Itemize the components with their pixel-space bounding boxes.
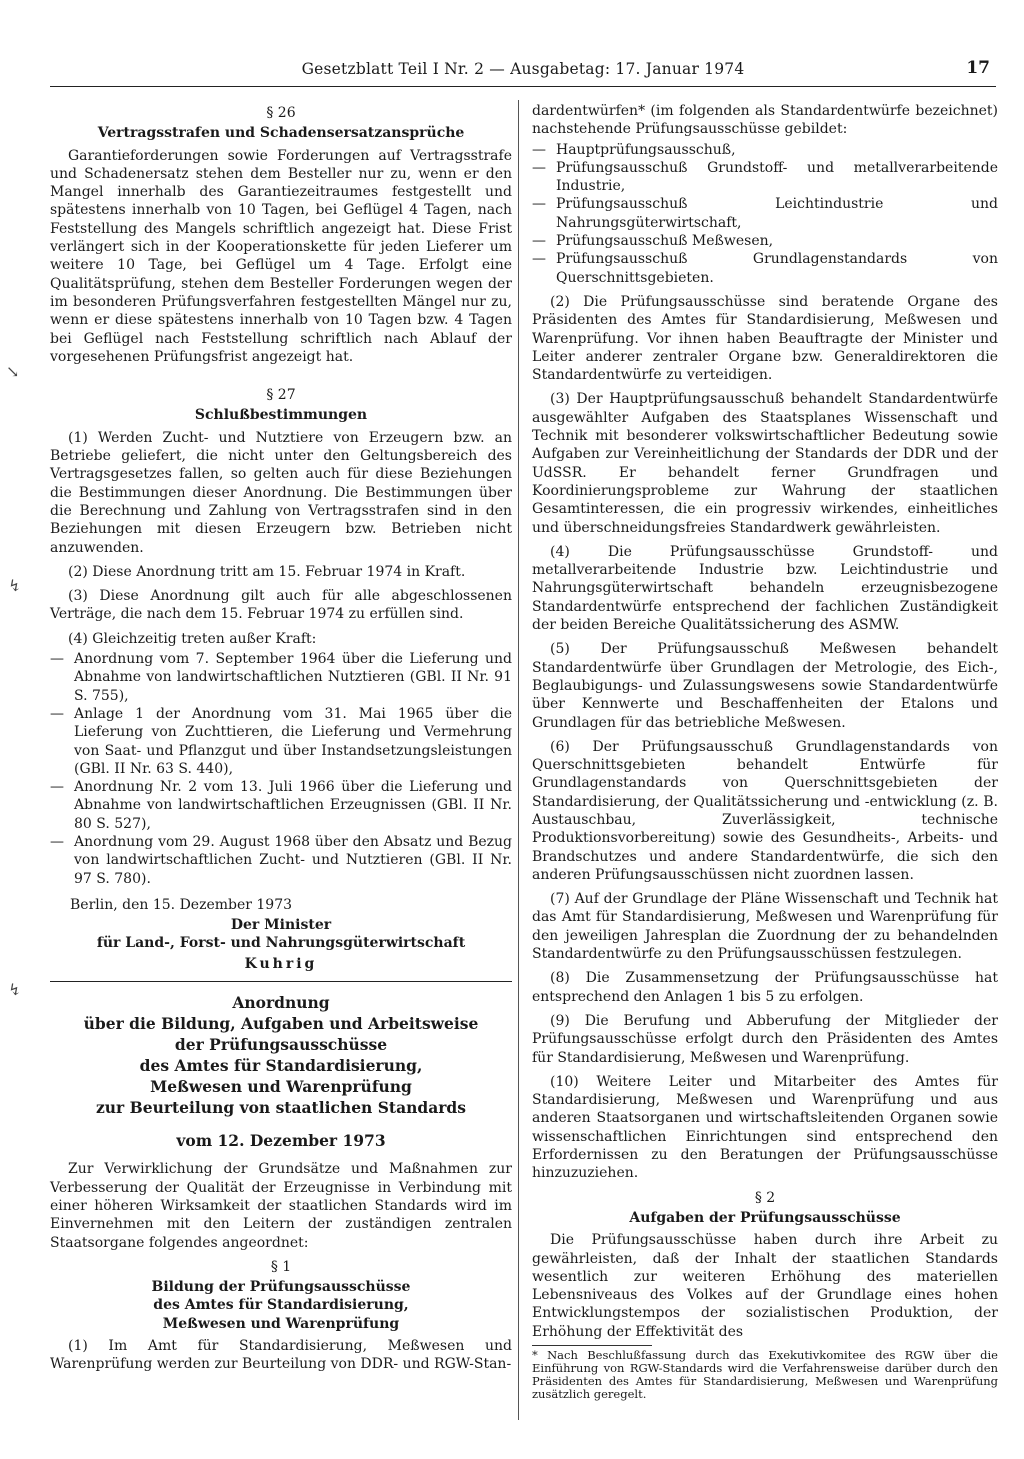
section-1-heading-3: Meßwesen und Warenprüfung bbox=[162, 1315, 400, 1332]
section-26-heading: Vertragsstrafen und Schadensersatzansprüche bbox=[97, 125, 465, 142]
section-27-paragraph-3: (3) Diese Anordnung gilt auch für alle abgeschlossenen Verträge, die nach dem 15. Februar 1974 zu erfüllen sind. bbox=[50, 588, 512, 623]
margin-mark: ↯ bbox=[8, 980, 22, 999]
section-27-paragraph-1: (1) Werden Zucht- und Nutztiere von Erzeugern bzw. an Betriebe geliefert, die nicht unter den Geltungsbereich des Vertragsgesetzes fallen, so gelten auch für diese Beziehungen die Bestimmungen dieser Anordnung. Die Bestimmungen über die Berechnung und Zahlung von Vertragsstrafen sind in den Beziehungen mit diesen Erzeugern bzw. Betrieben nicht anzuwenden. bbox=[50, 429, 512, 556]
list-item: — Prüfungsausschuß Meßwesen, bbox=[532, 232, 998, 250]
paragraph-5: (5) Der Prüfungsausschuß Meßwesen behandelt Standardentwürfe über Grundlagen der Metrologie, des Eich-, Beglaubigungs- und Zulassungswesens sowie Standardentwürfe über Kennwerte und Beschaffenheiten der Etalons und Grundlagen für das betriebliche Meßwesen. bbox=[532, 641, 998, 731]
ordinance-title-line: des Amtes für Standardisierung, bbox=[139, 1056, 423, 1076]
section-1-paragraph-1: (1) Im Amt für Standardisierung, Meßwesen und Warenprüfung werden zur Beurteilung von DDR- und RGW-Stan- bbox=[50, 1338, 512, 1373]
place-date: Berlin, den 15. Dezember 1973 bbox=[70, 896, 293, 913]
paragraph-8: (8) Die Zusammensetzung der Prüfungsausschüsse hat entsprechend den Anlagen 1 bis 5 zu erfolgen. bbox=[532, 970, 998, 1005]
section-1-heading-2: des Amtes für Standardisierung, bbox=[153, 1297, 409, 1314]
ordinance-title-line: Meßwesen und Warenprüfung bbox=[150, 1077, 412, 1097]
paragraph-4: (4) Die Prüfungsausschüsse Grundstoff- und metallverarbeitende Industrie bzw. Leichtindustrie und Nahrungsgüterwirtschaft behandeln erzeugnisbezogene Standardentwürfe entsprechend der fachlichen Zuständigkeit der beiden Bereiche Qualitätssicherung des ASMW. bbox=[532, 543, 998, 634]
signer-title-1: Der Minister bbox=[230, 917, 332, 934]
section-27-paragraph-4: (4) Gleichzeitig treten außer Kraft: bbox=[68, 630, 317, 647]
ordinance-title-line: zur Beurteilung von staatlichen Standards bbox=[95, 1098, 467, 1118]
section-2-heading: Aufgaben der Prüfungsausschüsse bbox=[629, 1209, 901, 1226]
section-27-number: § 27 bbox=[266, 387, 296, 404]
paragraph-6: (6) Der Prüfungsausschuß Grundlagenstandards von Querschnittsgebieten behandelt Entwürfe für Grundlagenstandards von Querschnittsgebieten der Standardisierung, der Qualitätssicherung und -entwicklung (z. B. Austauschbau, Zuverlässigkeit, technische Produktionsvorbereitung) sowie des Gesundheits-, Arbeits- und Brandschutzes und andere Standardentwürfe, die sich den anderen Prüfungsausschüssen nicht zuordnen lassen. bbox=[532, 738, 998, 883]
section-26-number: § 26 bbox=[266, 105, 296, 121]
paragraph-9: (9) Die Berufung und Abberufung der Mitglieder der Prüfungsausschüsse erfolgt durch den Präsidenten des Amtes für Standardisierung, Meßwesen und Warenprüfung. bbox=[532, 1012, 998, 1066]
footnote: * Nach Beschlußfassung durch das Exekutivkomitee des RGW über die Einführung von RGW-Standards wird die Verfahrensweise darüber durch den Präsidenten des Amtes für Standardisierung, Meßwesen und Warenprüfung zusätzlich geregelt. bbox=[532, 1348, 998, 1401]
section-26-paragraph: Garantieforderungen sowie Forderungen auf Vertragsstrafe und Schadenersatz stehen dem Besteller nur zu, wenn er den Mangel innerhalb des Garantiezeitraumes festgestellt und spätestens innerhalb von 10 Tagen, bei Geflügel 4 Tagen, nach Feststellung des Mangels schriftlich angezeigt hat. Diese Frist verlängert sich in der Kooperationskette für jeden Lieferer um weitere 10 Tage, bei Geflügel um 4 Tage. Erfolgt eine Qualitätsprüfung, stehen dem Besteller Forderungen wegen der im besonderen Prüfungsverfahren festgestellten Mängel nur zu, wenn er diese spätestens innerhalb von 10 Tagen bzw. 4 Tagen bei Geflügel nach Feststellung schriftlich nach Ablauf der vorgesehenen Prüfungsfrist angezeigt hat. bbox=[50, 147, 512, 365]
paragraph-2: (2) Die Prüfungsausschüsse sind beratende Organe des Präsidenten des Amtes für Standardisierung, Meßwesen und Warenprüfung. Vor ihnen haben Beauftragte der Minister und Leiter anderer zentraler Organe bzw. Generaldirektoren die Standardentwürfe zu verteidigen. bbox=[532, 293, 998, 384]
page-header bbox=[50, 58, 996, 87]
ordinance-intro: Zur Verwirklichung der Grundsätze und Maßnahmen zur Verbesserung der Qualität der Erzeugnisse in Verbindung mit einer höheren Wirksamkeit der staatlichen Standards wird im Einvernehmen mit den Leitern der zuständigen zentralen Staatsorgane folgendes angeordnet: bbox=[50, 1161, 512, 1251]
ordinance-title-line: über die Bildung, Aufgaben und Arbeitsweise bbox=[83, 1014, 479, 1034]
section-2-number: § 2 bbox=[754, 1189, 776, 1206]
page-number: 17 bbox=[966, 58, 990, 78]
column-divider bbox=[518, 100, 519, 1420]
paragraph-3: (3) Der Hauptprüfungsausschuß behandelt Standardentwürfe ausgewählter Aufgaben des Staatsplanes Wissenschaft und Technik mit besonderer volkswirtschaftlicher Bedeutung sowie Aufgaben zur Vereinheitlichung der Standards der DDR und der UdSSR. Er behandelt ferner Grundfragen und Koordinierungsprobleme zur Wahrung der staatlichen Gesamtinteressen, die ein progressiv wirkendes, einheitliches und überschneidungsfreies Standardwerk gewährleisten. bbox=[532, 391, 998, 536]
header-title: Gesetzblatt Teil I Nr. 2 — Ausgabetag: 17. Januar 1974 bbox=[301, 60, 745, 78]
continuation-paragraph: dardentwürfen* (im folgenden als Standardentwürfe bezeichnet) nachstehende Prüfungsausschüsse gebildet: bbox=[532, 103, 998, 138]
list-item: — Prüfungsausschuß Leichtindustrie und Nahrungsgüterwirtschaft, bbox=[532, 195, 998, 232]
right-column bbox=[532, 102, 998, 1401]
list-item: — Prüfungsausschuß Grundstoff- und metallverarbeitende Industrie, bbox=[532, 159, 998, 196]
list-item: — Anordnung Nr. 2 vom 13. Juli 1966 über die Lieferung und Abnahme von landwirtschaftlichen Erzeugnissen (GBl. II Nr. 80 S. 527), bbox=[50, 778, 512, 833]
list-item: — Prüfungsausschuß Grundlagenstandards von Querschnittsgebieten. bbox=[532, 250, 998, 287]
ordinance-title-line: Anordnung bbox=[232, 993, 330, 1013]
section-divider bbox=[50, 981, 512, 982]
section-2-paragraph: Die Prüfungsausschüsse haben durch ihre Arbeit zu gewährleisten, daß der Inhalt der staatlichen Standards wesentlich zur weiteren Erhöhung des materiellen Lebensniveaus des Volkes auf der Grundlage eines hohen Entwicklungstempos der sozialistischen Produktion, der Erhöhung der Effektivität des bbox=[532, 1232, 998, 1340]
paragraph-10: (10) Weitere Leiter und Mitarbeiter des Amtes für Standardisierung, Meßwesen und Warenprüfung und aus anderen Staatsorganen und wirtschaftsleitenden Organen sowie wissenschaftlichen Einrichtungen sind entsprechend den Erfordernissen zu den Beratungen der Prüfungsausschüsse hinzuzuziehen. bbox=[532, 1073, 998, 1182]
signer-name: Kuhrig bbox=[244, 955, 318, 972]
margin-mark: ↯ bbox=[8, 576, 22, 595]
section-1-number: § 1 bbox=[270, 1258, 292, 1275]
left-column bbox=[50, 102, 512, 1380]
repealed-list bbox=[50, 650, 512, 888]
list-item: — Anlage 1 der Anordnung vom 31. Mai 1965 über die Lieferung von Zuchttieren, die Lieferung und Vermehrung von Saat- und Pflanzgut und über Instandsetzungsleistungen (GBl. II Nr. 63 S. 440), bbox=[50, 705, 512, 778]
section-27-paragraph-2: (2) Diese Anordnung tritt am 15. Februar 1974 in Kraft. bbox=[68, 563, 466, 580]
committee-list bbox=[532, 141, 998, 287]
section-27-heading: Schlußbestimmungen bbox=[194, 407, 368, 424]
list-item: — Anordnung vom 29. August 1968 über den Absatz und Bezug von landwirtschaftlichen Zucht- und Nutztieren (GBl. II Nr. 97 S. 780). bbox=[50, 833, 512, 888]
margin-mark: ↘ bbox=[6, 362, 20, 381]
footnote-rule bbox=[532, 1345, 652, 1346]
signer-title-2: für Land-, Forst- und Nahrungsgüterwirtschaft bbox=[96, 935, 466, 952]
paragraph-7: (7) Auf der Grundlage der Pläne Wissenschaft und Technik hat das Amt für Standardisierung, Meßwesen und Warenprüfung für den jeweiligen Jahresplan die Zuordnung der zu behandelnden Standardentwürfe zu den Prüfungsausschüssen festzulegen. bbox=[532, 891, 998, 963]
list-item: — Anordnung vom 7. September 1964 über die Lieferung und Abnahme von landwirtschaftlichen Nutztieren (GBl. II Nr. 91 S. 755), bbox=[50, 650, 512, 705]
ordinance-title-line: der Prüfungsausschüsse bbox=[174, 1035, 388, 1055]
section-1-heading-1: Bildung der Prüfungsausschüsse bbox=[151, 1279, 411, 1296]
ordinance-date: vom 12. Dezember 1973 bbox=[176, 1131, 386, 1151]
list-item: — Hauptprüfungsausschuß, bbox=[532, 141, 998, 159]
